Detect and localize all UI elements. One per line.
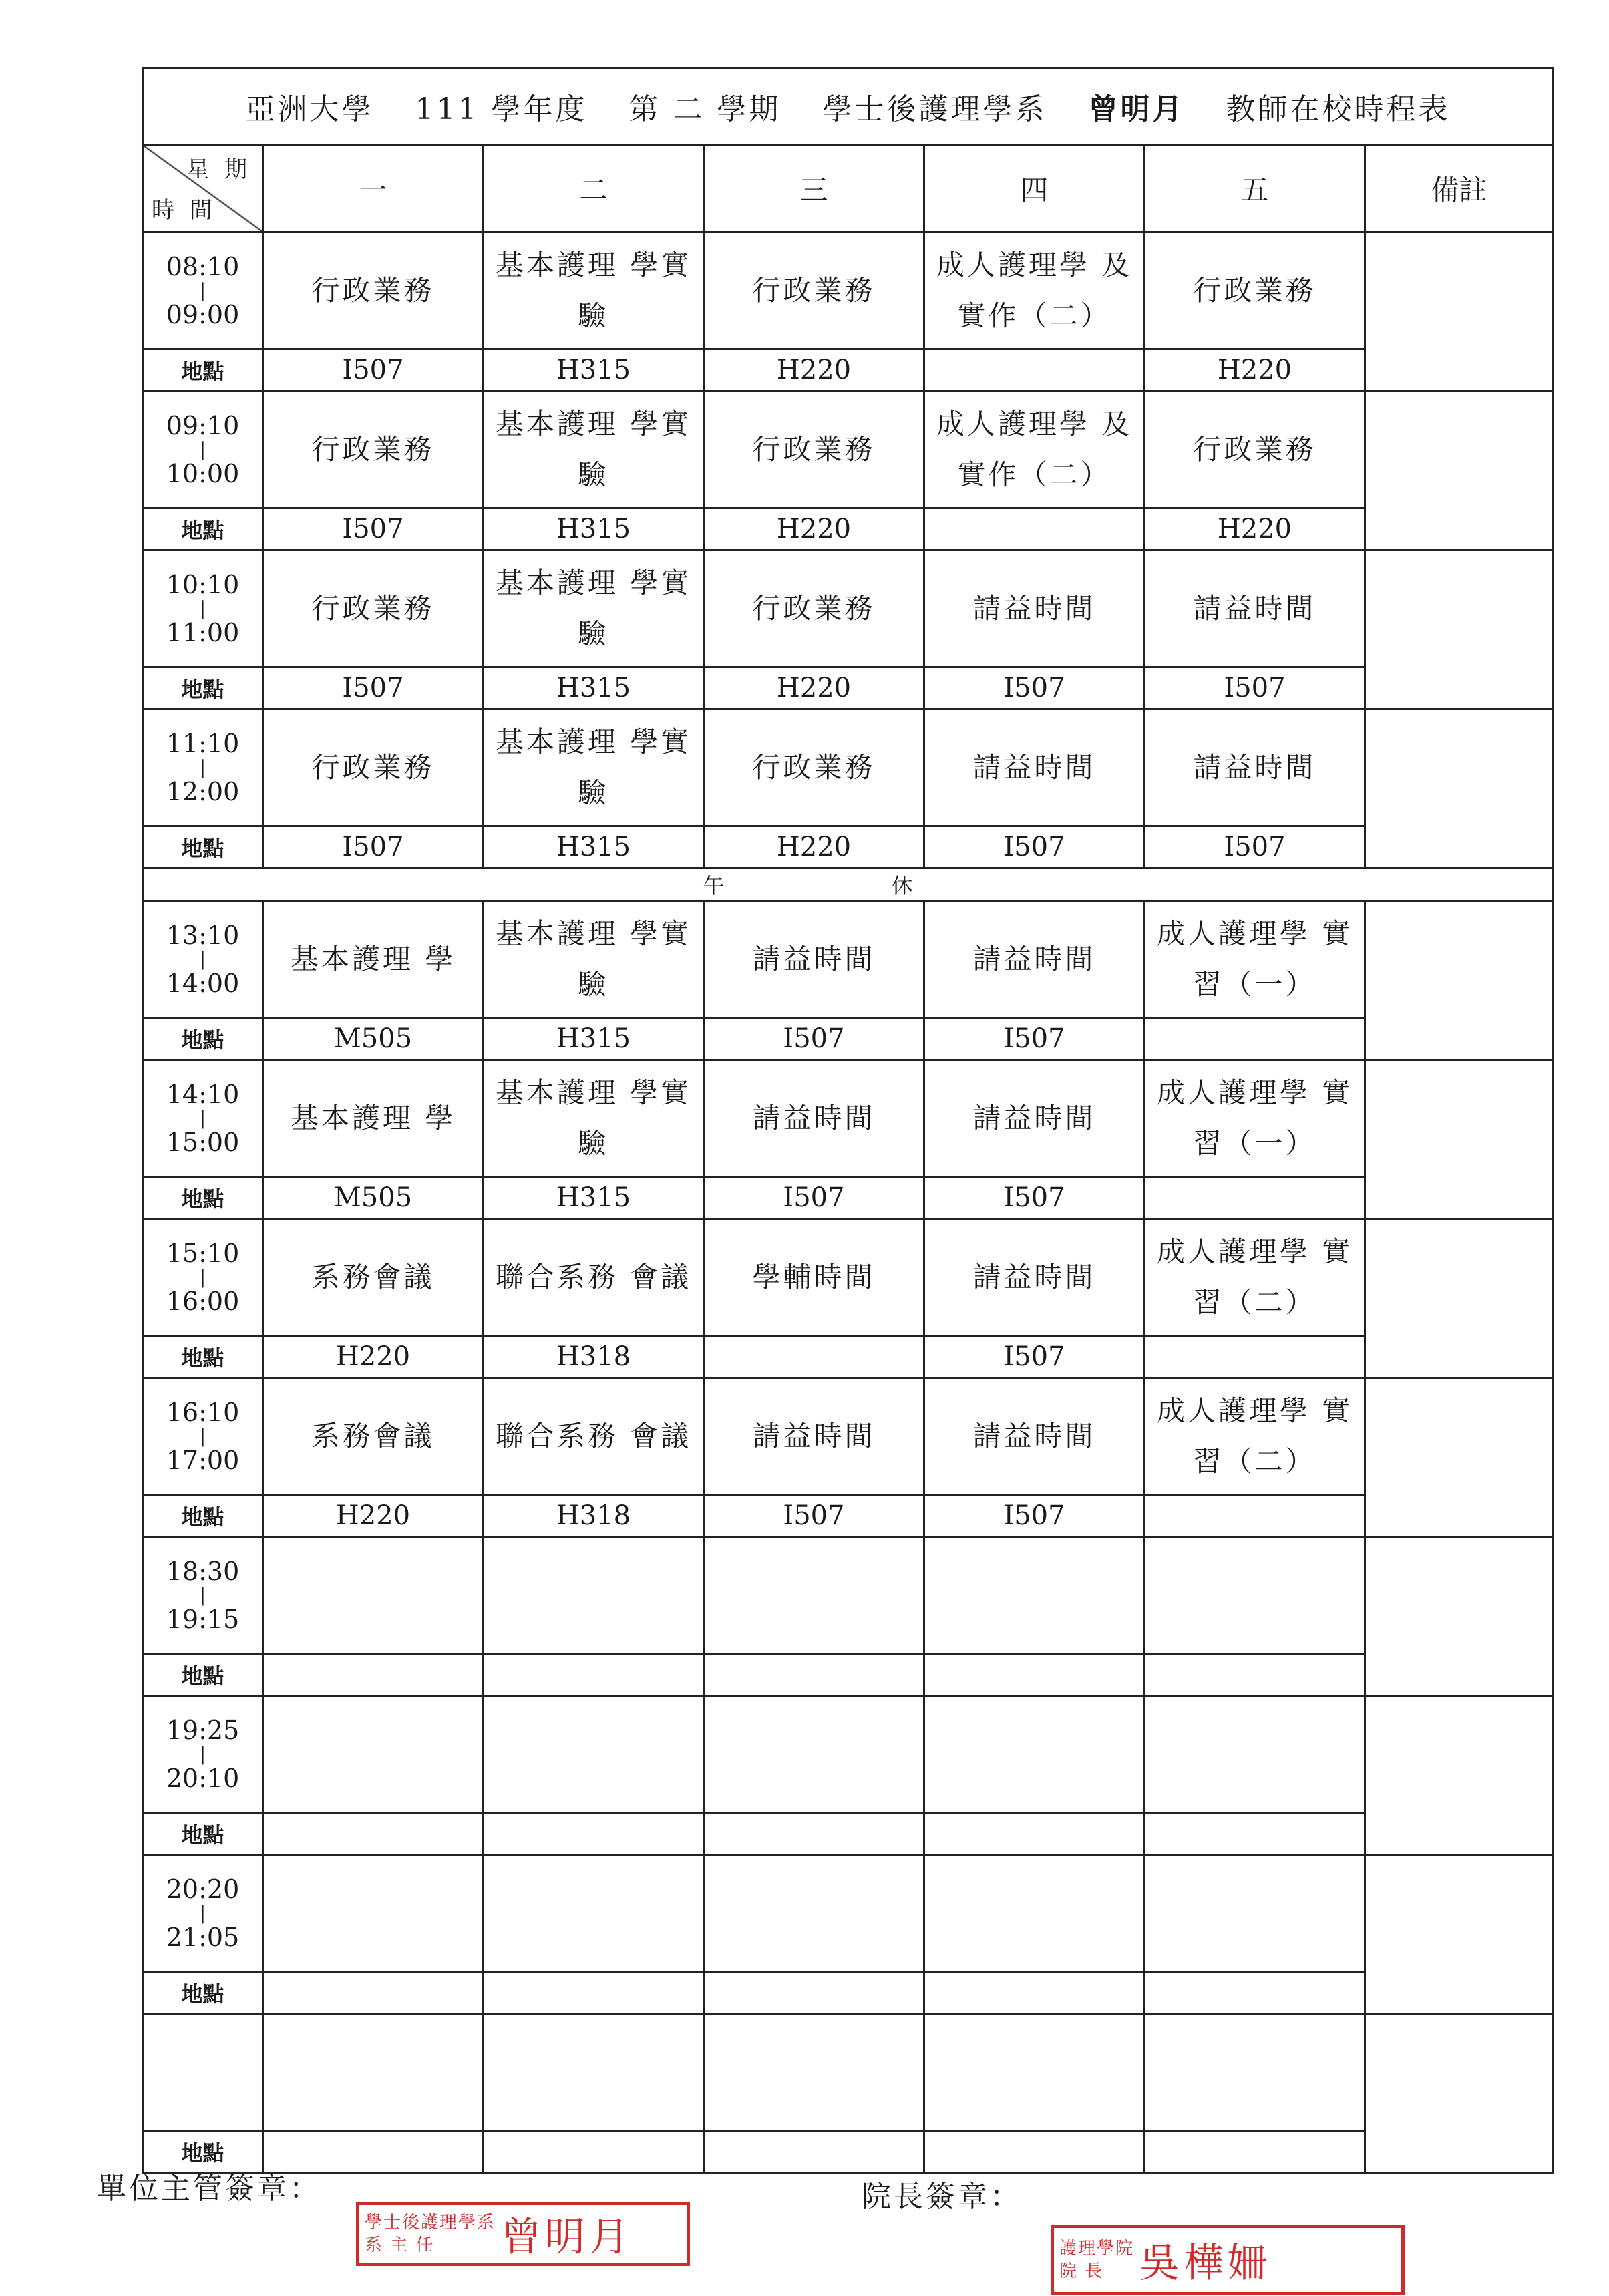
location-tue: H315 bbox=[484, 349, 704, 391]
time-separator: | bbox=[199, 1584, 206, 1606]
location-wed bbox=[704, 1336, 924, 1378]
activity-mon: 系務會議 bbox=[263, 1378, 484, 1495]
location-row bbox=[143, 826, 1554, 868]
activity-wed: 請益時間 bbox=[704, 1060, 924, 1177]
location-mon: I507 bbox=[263, 508, 484, 550]
location-label: 地點 bbox=[143, 1177, 263, 1219]
activity-tue bbox=[484, 2014, 704, 2131]
location-wed bbox=[704, 1654, 924, 1696]
remarks-cell bbox=[1365, 2014, 1554, 2173]
time-separator: | bbox=[199, 1107, 206, 1129]
time-label: 時 間 bbox=[152, 197, 216, 224]
corner-header bbox=[143, 145, 263, 232]
location-fri: H220 bbox=[1145, 508, 1365, 550]
location-fri bbox=[1145, 1336, 1365, 1378]
time-range bbox=[143, 901, 263, 1018]
slot-start: 10:10 bbox=[166, 570, 240, 599]
location-mon bbox=[263, 1813, 484, 1855]
activity-wed bbox=[704, 1696, 924, 1813]
slot-end: 16:00 bbox=[166, 1287, 240, 1316]
slot-end: 21:05 bbox=[166, 1923, 240, 1952]
location-row bbox=[143, 349, 1554, 391]
location-thu bbox=[924, 1654, 1145, 1696]
activity-thu bbox=[924, 2014, 1145, 2131]
location-fri: I507 bbox=[1145, 667, 1365, 709]
activity-thu: 請益時間 bbox=[924, 1060, 1145, 1177]
remarks-cell bbox=[1365, 1378, 1554, 1537]
activity-mon bbox=[263, 2014, 484, 2131]
activity-mon: 系務會議 bbox=[263, 1219, 484, 1336]
location-wed: I507 bbox=[704, 1495, 924, 1537]
day-header-tue: 二 bbox=[484, 145, 704, 232]
activity-wed: 行政業務 bbox=[704, 709, 924, 826]
location-label: 地點 bbox=[143, 1336, 263, 1378]
location-wed: I507 bbox=[704, 1177, 924, 1219]
document-type: 教師在校時程表 bbox=[1226, 92, 1451, 126]
activity-tue: 基本護理 學實驗 bbox=[484, 550, 704, 667]
activity-tue: 基本護理 學實驗 bbox=[484, 901, 704, 1018]
activity-thu: 成人護理學 及實作（二） bbox=[924, 391, 1145, 508]
slot-end: 15:00 bbox=[166, 1128, 240, 1157]
location-label: 地點 bbox=[143, 1972, 263, 2014]
location-mon bbox=[263, 1654, 484, 1696]
location-label: 地點 bbox=[143, 667, 263, 709]
activity-wed: 請益時間 bbox=[704, 1378, 924, 1495]
activity-fri: 成人護理學 實習（二） bbox=[1145, 1219, 1365, 1336]
dean-sign-label: 院長簽章： bbox=[862, 2180, 1022, 2214]
time-slot-row bbox=[143, 232, 1554, 349]
slot-start: 19:25 bbox=[166, 1715, 240, 1745]
location-label: 地點 bbox=[143, 1813, 263, 1855]
location-fri bbox=[1145, 1177, 1365, 1219]
location-row bbox=[143, 1177, 1554, 1219]
location-wed bbox=[704, 1813, 924, 1855]
activity-fri: 請益時間 bbox=[1145, 709, 1365, 826]
slot-end: 11:00 bbox=[166, 618, 240, 647]
slot-start: 15:10 bbox=[166, 1239, 240, 1268]
signature-footer bbox=[97, 2164, 1566, 2291]
stamp-name: 吳樺姍 bbox=[1139, 2240, 1272, 2287]
activity-tue: 聯合系務 會議 bbox=[484, 1219, 704, 1336]
slot-end: 19:15 bbox=[166, 1605, 240, 1634]
remarks-cell bbox=[1365, 709, 1554, 868]
time-separator: | bbox=[199, 1902, 206, 1924]
location-wed: H220 bbox=[704, 667, 924, 709]
activity-thu: 請益時間 bbox=[924, 550, 1145, 667]
activity-mon bbox=[263, 1855, 484, 1972]
remarks-cell bbox=[1365, 1219, 1554, 1378]
location-row bbox=[143, 1336, 1554, 1378]
schedule-table bbox=[142, 67, 1554, 2174]
location-thu: I507 bbox=[924, 1495, 1145, 1537]
slot-start: 14:10 bbox=[166, 1080, 240, 1109]
location-label: 地點 bbox=[143, 2131, 263, 2173]
slot-start: 09:10 bbox=[166, 411, 240, 440]
location-tue: H315 bbox=[484, 826, 704, 868]
time-range bbox=[143, 232, 263, 349]
slot-end: 14:00 bbox=[166, 969, 240, 998]
time-range bbox=[143, 1219, 263, 1336]
activity-wed bbox=[704, 1855, 924, 1972]
location-fri: I507 bbox=[1145, 826, 1365, 868]
activity-fri bbox=[1145, 1537, 1365, 1654]
activity-tue: 基本護理 學實驗 bbox=[484, 391, 704, 508]
location-tue: H318 bbox=[484, 1495, 704, 1537]
location-tue: H315 bbox=[484, 1018, 704, 1060]
activity-tue: 基本護理 學實驗 bbox=[484, 1060, 704, 1177]
remarks-cell bbox=[1365, 901, 1554, 1060]
location-label: 地點 bbox=[143, 508, 263, 550]
location-thu bbox=[924, 508, 1145, 550]
location-tue: H315 bbox=[484, 1177, 704, 1219]
semester: 第 二 學期 bbox=[629, 92, 781, 126]
department-name: 學士後護理學系 bbox=[822, 92, 1047, 126]
location-fri bbox=[1145, 1813, 1365, 1855]
stamp-title: 院 長 bbox=[1059, 2261, 1104, 2281]
location-wed: H220 bbox=[704, 349, 924, 391]
activity-tue bbox=[484, 1696, 704, 1813]
time-range bbox=[143, 709, 263, 826]
activity-fri: 成人護理學 實習（一） bbox=[1145, 1060, 1365, 1177]
location-thu: I507 bbox=[924, 1018, 1145, 1060]
location-mon bbox=[263, 1972, 484, 2014]
location-wed: H220 bbox=[704, 508, 924, 550]
location-thu: I507 bbox=[924, 667, 1145, 709]
location-wed: I507 bbox=[704, 1018, 924, 1060]
slot-start: 16:10 bbox=[166, 1398, 240, 1427]
stamp-title: 系 主 任 bbox=[365, 2235, 435, 2255]
lunch-break-label: 午 休 bbox=[143, 868, 1554, 901]
time-range bbox=[143, 550, 263, 667]
location-thu bbox=[924, 1972, 1145, 2014]
activity-tue: 基本護理 學實驗 bbox=[484, 709, 704, 826]
remarks-cell bbox=[1365, 232, 1554, 391]
location-mon: H220 bbox=[263, 1336, 484, 1378]
activity-wed: 學輔時間 bbox=[704, 1219, 924, 1336]
slot-end: 10:00 bbox=[166, 459, 240, 488]
location-tue bbox=[484, 1813, 704, 1855]
time-separator: | bbox=[199, 756, 206, 778]
activity-wed: 請益時間 bbox=[704, 901, 924, 1018]
location-row bbox=[143, 1495, 1554, 1537]
header-row bbox=[143, 145, 1554, 232]
activity-tue: 基本護理 學實驗 bbox=[484, 232, 704, 349]
location-mon: M505 bbox=[263, 1018, 484, 1060]
activity-fri: 成人護理學 實習（二） bbox=[1145, 1378, 1365, 1495]
stamp-org: 學士後護理學系 bbox=[365, 2212, 496, 2233]
activity-mon: 行政業務 bbox=[263, 709, 484, 826]
remarks-cell bbox=[1365, 1060, 1554, 1219]
location-row bbox=[143, 667, 1554, 709]
activity-mon: 基本護理 學 bbox=[263, 901, 484, 1018]
location-label: 地點 bbox=[143, 826, 263, 868]
location-label: 地點 bbox=[143, 1495, 263, 1537]
time-range bbox=[143, 1378, 263, 1495]
activity-tue bbox=[484, 1537, 704, 1654]
teacher-name: 曾明月 bbox=[1088, 92, 1185, 126]
activity-fri bbox=[1145, 2014, 1365, 2131]
slot-start: 11:10 bbox=[166, 729, 240, 758]
location-row bbox=[143, 1018, 1554, 1060]
dean-stamp bbox=[1051, 2225, 1405, 2295]
location-tue bbox=[484, 1972, 704, 2014]
activity-wed bbox=[704, 2014, 924, 2131]
activity-fri: 請益時間 bbox=[1145, 550, 1365, 667]
location-label: 地點 bbox=[143, 1654, 263, 1696]
time-slot-row bbox=[143, 901, 1554, 1018]
academic-year: 111 學年度 bbox=[415, 92, 588, 126]
time-separator: | bbox=[199, 438, 206, 460]
location-wed: H220 bbox=[704, 826, 924, 868]
location-thu bbox=[924, 349, 1145, 391]
remarks-cell bbox=[1365, 550, 1554, 709]
activity-mon: 行政業務 bbox=[263, 232, 484, 349]
remarks-cell bbox=[1365, 1696, 1554, 1855]
location-fri bbox=[1145, 1654, 1365, 1696]
time-slot-row bbox=[143, 1219, 1554, 1336]
time-slot-row bbox=[143, 1537, 1554, 1654]
slot-start: 13:10 bbox=[166, 921, 240, 950]
location-mon: M505 bbox=[263, 1177, 484, 1219]
time-slot-row bbox=[143, 1378, 1554, 1495]
location-mon: I507 bbox=[263, 667, 484, 709]
time-separator: | bbox=[199, 948, 206, 970]
location-fri bbox=[1145, 1972, 1365, 2014]
location-tue: H318 bbox=[484, 1336, 704, 1378]
time-separator: | bbox=[199, 279, 206, 301]
location-mon: I507 bbox=[263, 826, 484, 868]
activity-tue bbox=[484, 1855, 704, 1972]
time-range bbox=[143, 391, 263, 508]
unit-head-sign-label: 單位主管簽章： bbox=[97, 2172, 321, 2206]
slot-start: 20:20 bbox=[166, 1874, 240, 1904]
activity-mon bbox=[263, 1696, 484, 1813]
location-row bbox=[143, 508, 1554, 550]
stamp-org: 護理學院 bbox=[1059, 2239, 1135, 2259]
time-separator: | bbox=[199, 597, 206, 619]
university-name: 亞洲大學 bbox=[245, 92, 374, 126]
time-range bbox=[143, 1537, 263, 1654]
time-slot-row bbox=[143, 550, 1554, 667]
slot-end: 09:00 bbox=[166, 300, 240, 329]
time-separator: | bbox=[199, 1425, 206, 1447]
location-row bbox=[143, 1813, 1554, 1855]
location-mon: I507 bbox=[263, 349, 484, 391]
day-header-thu: 四 bbox=[924, 145, 1145, 232]
activity-mon: 行政業務 bbox=[263, 391, 484, 508]
activity-wed: 行政業務 bbox=[704, 232, 924, 349]
department-head-stamp bbox=[356, 2202, 690, 2266]
time-slot-row bbox=[143, 1696, 1554, 1813]
document-title bbox=[143, 68, 1554, 145]
activity-fri bbox=[1145, 1855, 1365, 1972]
stamp-name: 曾明月 bbox=[501, 2214, 634, 2261]
time-separator: | bbox=[199, 1266, 206, 1288]
time-slot-row bbox=[143, 2014, 1554, 2131]
location-row bbox=[143, 1654, 1554, 1696]
activity-thu bbox=[924, 1696, 1145, 1813]
slot-end: 17:00 bbox=[166, 1446, 240, 1475]
remarks-cell bbox=[1365, 391, 1554, 550]
time-range bbox=[143, 1855, 263, 1972]
location-wed bbox=[704, 1972, 924, 2014]
lunch-row bbox=[143, 868, 1554, 901]
location-fri bbox=[1145, 1018, 1365, 1060]
activity-fri bbox=[1145, 1696, 1365, 1813]
location-label: 地點 bbox=[143, 349, 263, 391]
time-slot-row bbox=[143, 1060, 1554, 1177]
time-slot-row bbox=[143, 709, 1554, 826]
day-header-wed: 三 bbox=[704, 145, 924, 232]
location-tue bbox=[484, 1654, 704, 1696]
location-fri bbox=[1145, 1495, 1365, 1537]
remarks-cell bbox=[1365, 1537, 1554, 1696]
time-range bbox=[143, 2014, 263, 2131]
location-thu: I507 bbox=[924, 1336, 1145, 1378]
location-thu: I507 bbox=[924, 826, 1145, 868]
weekday-label: 星 期 bbox=[186, 156, 251, 183]
activity-thu: 請益時間 bbox=[924, 1378, 1145, 1495]
activity-thu: 請益時間 bbox=[924, 901, 1145, 1018]
activity-fri: 行政業務 bbox=[1145, 232, 1365, 349]
time-separator: | bbox=[199, 1743, 206, 1765]
activity-thu bbox=[924, 1537, 1145, 1654]
day-header-mon: 一 bbox=[263, 145, 484, 232]
activity-wed: 行政業務 bbox=[704, 550, 924, 667]
time-slot-row bbox=[143, 1855, 1554, 1972]
schedule-sheet bbox=[142, 67, 1552, 2174]
remarks-cell bbox=[1365, 1855, 1554, 2014]
activity-thu: 請益時間 bbox=[924, 1219, 1145, 1336]
location-tue: H315 bbox=[484, 508, 704, 550]
activity-thu: 成人護理學 及實作（二） bbox=[924, 232, 1145, 349]
day-header-fri: 五 bbox=[1145, 145, 1365, 232]
activity-wed bbox=[704, 1537, 924, 1654]
location-thu bbox=[924, 1813, 1145, 1855]
activity-wed: 行政業務 bbox=[704, 391, 924, 508]
slot-end: 12:00 bbox=[166, 777, 240, 806]
slot-start: 08:10 bbox=[166, 252, 240, 281]
activity-mon: 行政業務 bbox=[263, 550, 484, 667]
time-range bbox=[143, 1060, 263, 1177]
location-mon: H220 bbox=[263, 1495, 484, 1537]
activity-thu: 請益時間 bbox=[924, 709, 1145, 826]
location-row bbox=[143, 1972, 1554, 2014]
remarks-header: 備註 bbox=[1365, 145, 1554, 232]
activity-fri: 行政業務 bbox=[1145, 391, 1365, 508]
activity-fri: 成人護理學 實習（一） bbox=[1145, 901, 1365, 1018]
activity-tue: 聯合系務 會議 bbox=[484, 1378, 704, 1495]
slot-end: 20:10 bbox=[166, 1764, 240, 1793]
activity-mon: 基本護理 學 bbox=[263, 1060, 484, 1177]
location-fri: H220 bbox=[1145, 349, 1365, 391]
slot-start: 18:30 bbox=[166, 1556, 240, 1586]
location-label: 地點 bbox=[143, 1018, 263, 1060]
activity-thu bbox=[924, 1855, 1145, 1972]
location-tue: H315 bbox=[484, 667, 704, 709]
time-range bbox=[143, 1696, 263, 1813]
time-slot-row bbox=[143, 391, 1554, 508]
activity-mon bbox=[263, 1537, 484, 1654]
location-thu: I507 bbox=[924, 1177, 1145, 1219]
